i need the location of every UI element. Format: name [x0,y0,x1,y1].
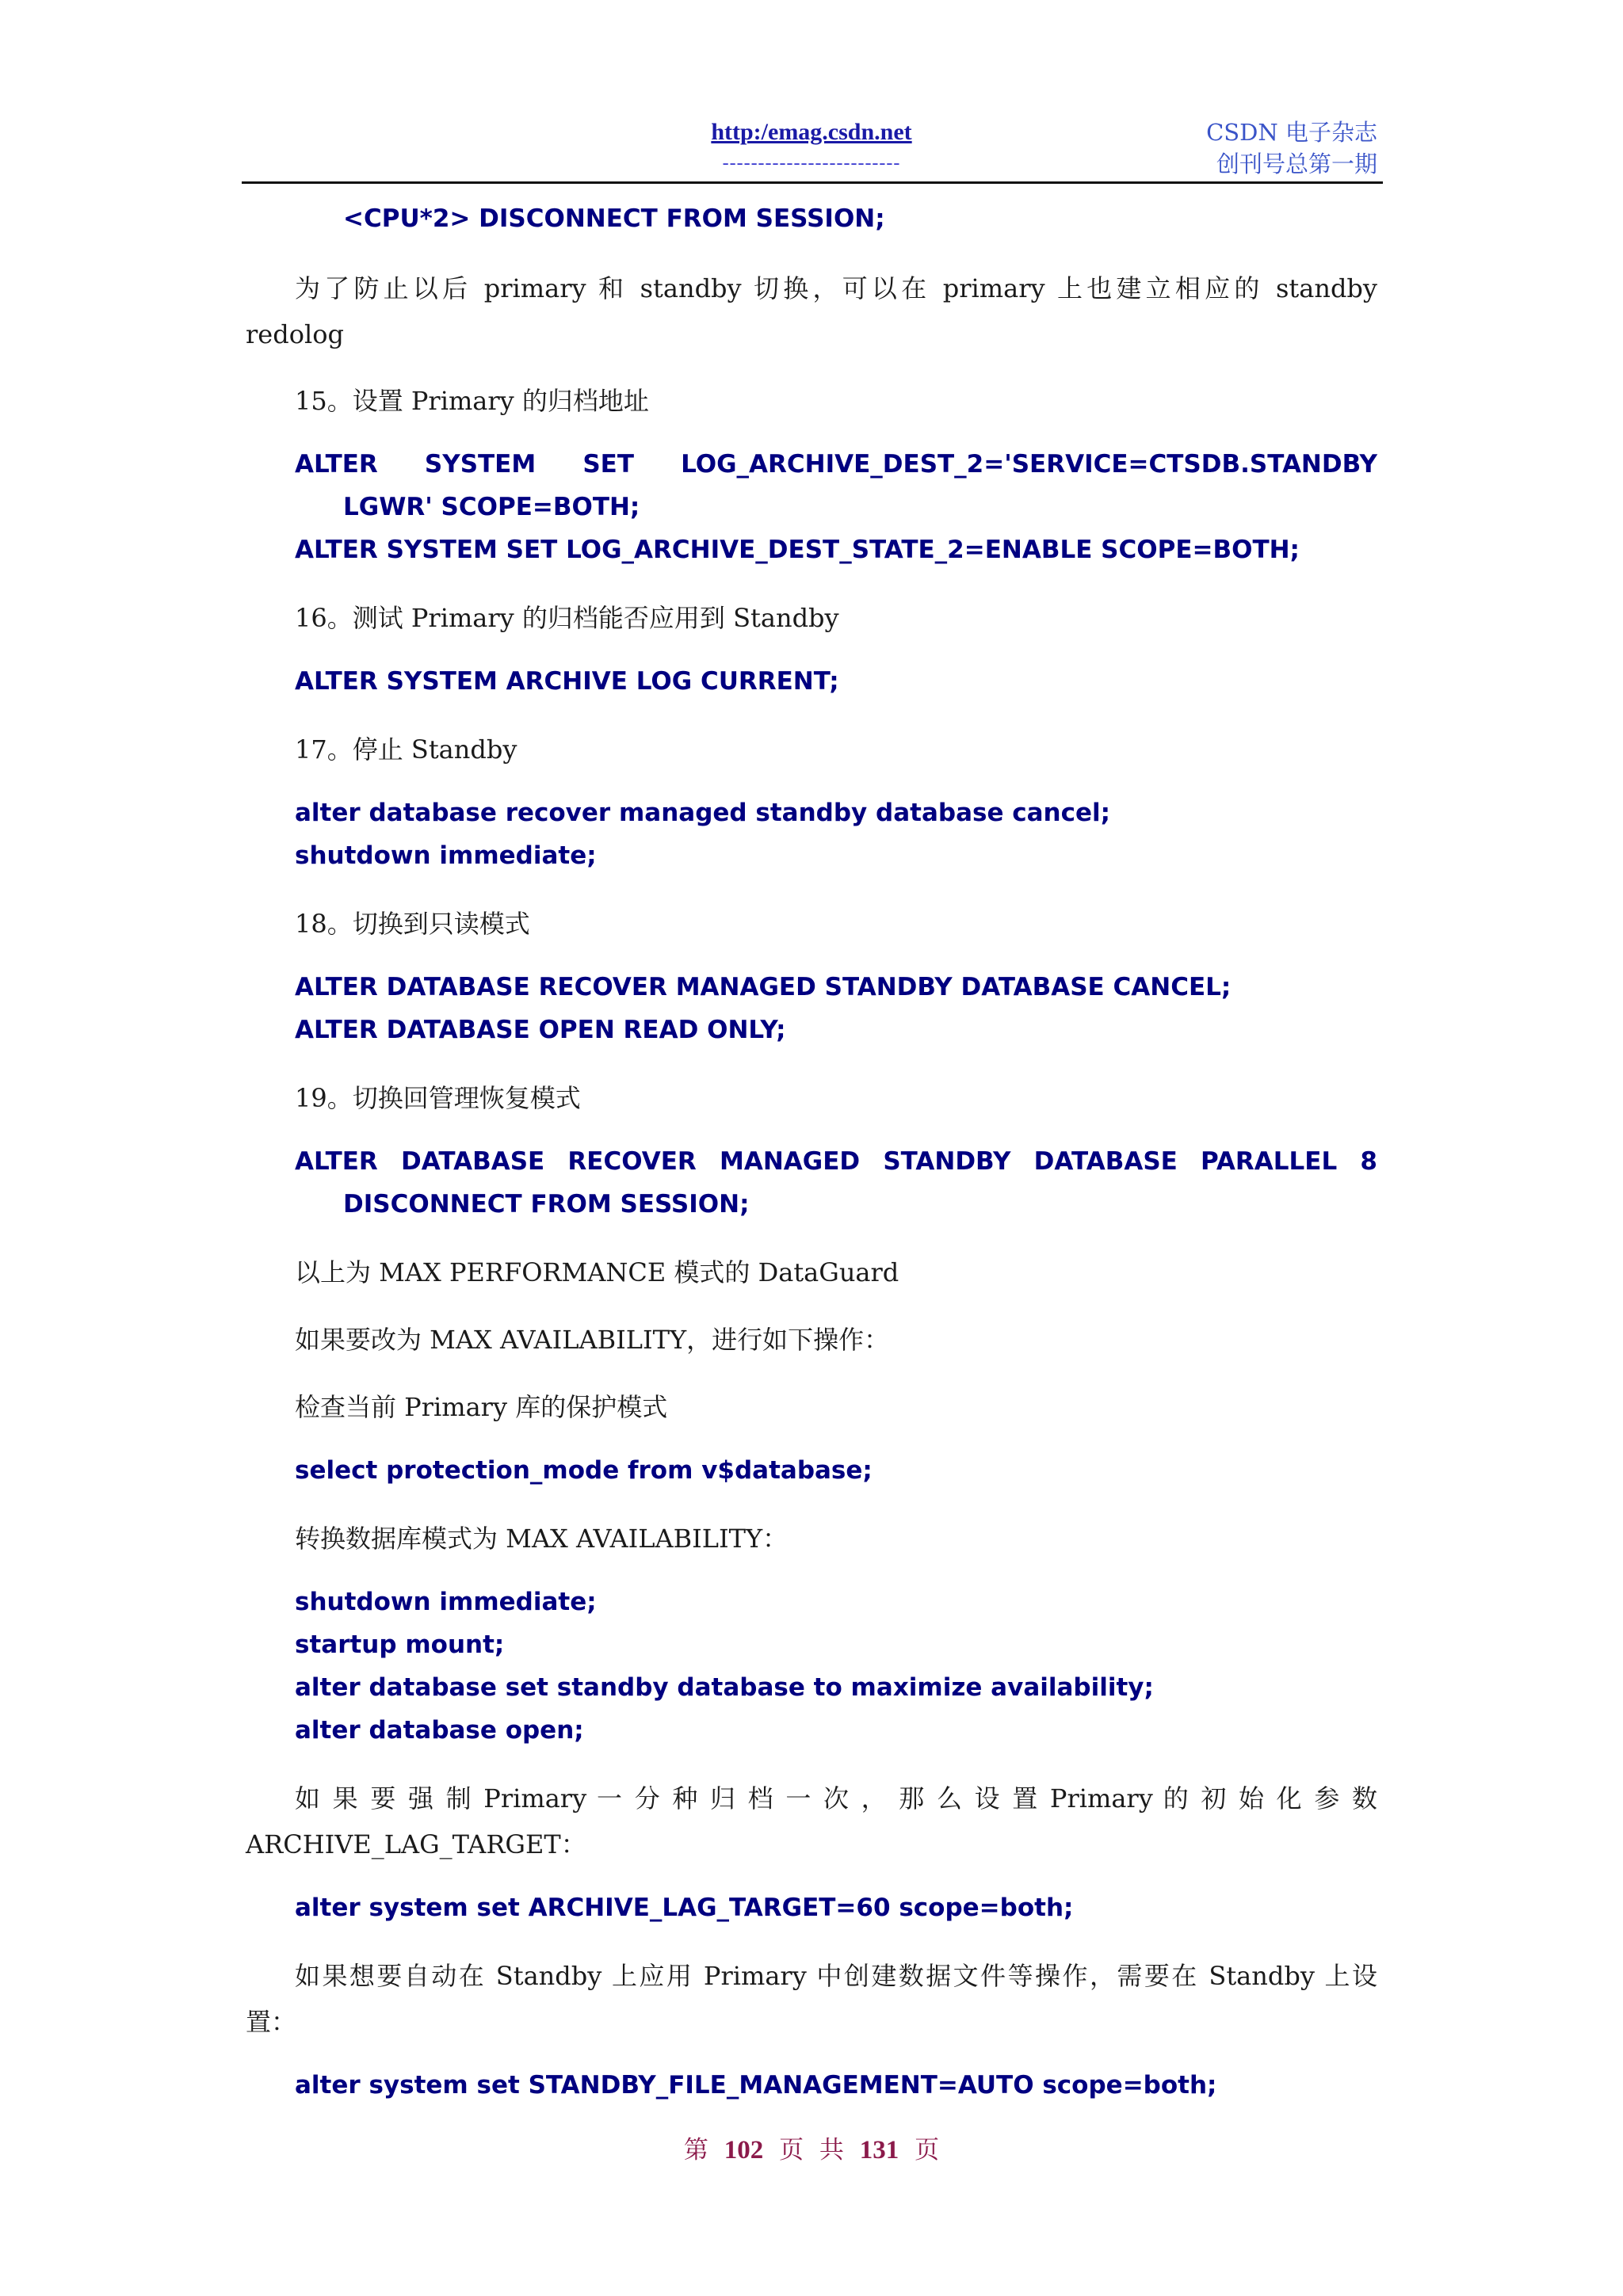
code-line: shutdown immediate; [295,841,597,870]
code-line: LGWR' SCOPE=BOTH; [343,493,640,521]
paragraph-line: 为了防止以后 primary 和 standby 切换，可以在 primary 上也建立相应的 standby [295,273,1377,303]
current-page-number: 102 [724,2136,764,2164]
code-line: ALTER DATABASE RECOVER MANAGED STANDBY DATABASE CANCEL; [295,973,1232,1001]
magazine-issue: 创刊号总第一期 [1216,151,1377,177]
header-dashes: ------------------------- [722,153,901,174]
code-line: alter system set STANDBY_FILE_MANAGEMENT=AUTO scope=both; [295,2071,1217,2100]
code-line: ALTER SYSTEM ARCHIVE LOG CURRENT; [295,667,839,696]
step-heading-16: 16。测试 Primary 的归档能否应用到 Standby [295,603,839,633]
code-line: ALTER SYSTEM SET LOG_ARCHIVE_DEST_STATE_2=ENABLE SCOPE=BOTH; [295,536,1300,564]
code-line: alter system set ARCHIVE_LAG_TARGET=60 scope=both; [295,1894,1074,1922]
code-line: startup mount; [295,1630,505,1659]
paragraph-line: 检查当前 Primary 库的保护模式 [295,1392,668,1422]
step-heading-18: 18。切换到只读模式 [295,909,530,939]
paragraph-line: 如果想要自动在 Standby 上应用 Primary 中创建数据文件等操作，需要在 Standby 上设 [295,1961,1377,1991]
paragraph-line: redolog [246,319,344,349]
step-heading-17: 17。停止 Standby [295,734,517,765]
code-line: alter database set standby database to maximize availability; [295,1673,1154,1702]
code-line: select protection_mode from v$database; [295,1456,873,1485]
paragraph-line: ARCHIVE_LAG_TARGET： [246,1829,586,1859]
code-line: ALTER DATABASE OPEN READ ONLY; [295,1016,786,1044]
paragraph-line: 如果要改为 MAX AVAILABILITY，进行如下操作： [295,1325,890,1355]
code-line: alter database recover managed standby database cancel; [295,799,1111,827]
footer-suffix: 页 [915,2136,940,2164]
page-number-footer [0,2130,1623,2165]
magazine-title: CSDN 电子杂志 [1206,119,1377,146]
code-line: alter database open; [295,1716,584,1745]
header-divider [242,181,1383,184]
paragraph-line: 如 果 要 强 制 Primary 一 分 种 归 档 一 次 ， 那 么 设 置 Primary 的 初 始 化 参 数 [295,1783,1377,1814]
code-line: ALTER DATABASE RECOVER MANAGED STANDBY DATABASE PARALLEL 8 [295,1147,1377,1176]
footer-prefix: 第 [683,2136,708,2164]
code-line: ALTER SYSTEM SET LOG_ARCHIVE_DEST_2='SERVICE=CTSDB.STANDBY [295,450,1377,479]
header-url-link[interactable]: http:/emag.csdn.net [711,119,912,145]
paragraph-line: 置： [246,2007,297,2037]
header-magazine-info [1206,116,1377,180]
code-line: shutdown immediate; [295,1588,597,1616]
code-line: <CPU*2> DISCONNECT FROM SESSION; [343,204,885,233]
paragraph-line: 以上为 MAX PERFORMANCE 模式的 DataGuard [295,1257,899,1287]
paragraph-line: 转换数据库模式为 MAX AVAILABILITY： [295,1524,789,1554]
code-line: DISCONNECT FROM SESSION; [343,1190,750,1219]
footer-middle: 页 共 [779,2136,844,2164]
step-heading-19: 19。切换回管理恢复模式 [295,1083,581,1113]
step-heading-15: 15。设置 Primary 的归档地址 [295,386,649,416]
total-page-count: 131 [859,2136,899,2164]
